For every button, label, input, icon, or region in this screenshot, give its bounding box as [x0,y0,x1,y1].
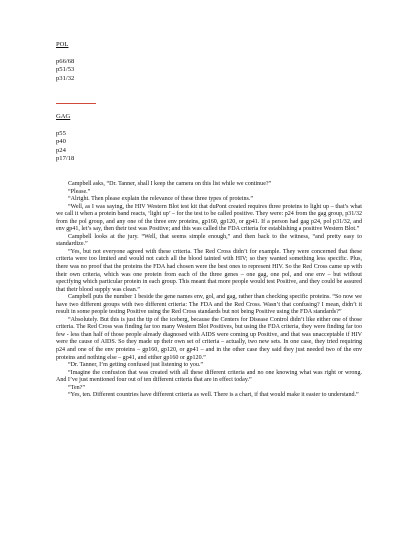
body-text [56,181,362,400]
pol-protein-list [56,41,74,83]
gag-protein-item: p17/18 [56,155,75,163]
paragraph: “Dr. Tanner, I’m getting confused just listening to you.” [68,362,204,369]
paragraph: Campbell puts the number 1 beside the gene names env, gol, and gag, rather than checking specific proteins. “So now we have two different groups with two different criteria: The FDA and the Red Cross. Wasn’t that confusing? I mean, didn’t it result in some people testing Positive using the Red Cross standards but not being Positive using the FDA standards?” [56,294,362,316]
paragraph: “Imagine the confusion that was created with all these different criteria and no one knowing what was right or wrong. And I’ve just mentioned four out of ten different criteria that are in effect today.” [56,369,362,384]
paragraph: “Alright. Then please explain the relevance of these three types of proteins.” [68,196,254,203]
pol-protein-item: p51/53 [56,66,75,74]
gag-protein-item: p24 [56,146,66,154]
paragraph: “Yes, but not everyone agreed with these criteria. The Red Cross didn’t for example. They were concerned that these criteria were too limited and would not catch all the blood tainted with HIV; so they wanted something less specific. Plus, there was no proof that the proteins the FDA had chosen were the best ones to represent HIV. So the Red Cross came up with their own criteria, which was one protein from each of the three genes – one gag, one pol, and one env – but without specifying which particular protein in each group. This meant that more people would test Positive, and they could be assured that their blood supply was clean.” [56,248,362,293]
paragraph: “Yes, ten. Different countries have different criteria as well. There is a chart, if that would make it easier to understand.” [68,392,359,399]
spacer [56,49,74,57]
pol-protein-item: p66/68 [56,57,75,65]
gag-protein-item: p55 [56,129,66,137]
gag-heading: GAG [56,113,71,120]
spacer [56,121,74,129]
gag-protein-list [56,113,74,163]
paragraph: “Ten?” [68,384,86,391]
paragraph: Campbell asks, “Dr. Tanner, shall I keep the camera on this list while we continue?” [68,181,272,187]
pol-heading: POL [56,41,69,48]
paragraph: “Well, as I was saying, the HIV Western Blot test kit that duPont created requires three proteins to light up – that’s what we call it when a protein band reacts, ‘light up’ – for the test to be called positive. They were: p24 from the gag group, p31/32 from the pol group, and any one of the three env proteins, gp160, gp120, or gp41. If a person had gag p24, pol p31/32, and env gp41, let’s say, then their test was Positive; and this was called the FDA criteria for establishing a positive Western Blot.” [56,203,362,233]
paragraph: “Absolutely. But this is just the tip of the iceberg, because the Centers for Disease Control didn’t like either one of those criteria. The Red Cross was finding far too many Western Blot Positives, but using the FDA criteria, they were finding far too few - less than half of those people already diagnosed with AIDS were coming up Positive, and that was unacceptable if HIV were the cause of AIDS. So they made up their own set of criteria – actually, two new sets. In one case, they tried requiring p24 and one of the env proteins – gp160, gp120, or gp41 – and in the other case they said they just needed two of the env proteins and nothing else – gp41, and either gp160 or gp120.” [56,316,362,361]
pol-protein-item: p31/32 [56,74,75,82]
section-divider [56,103,96,104]
paragraph: “Please.” [68,188,91,195]
gag-protein-item: p40 [56,138,66,146]
paragraph: Campbell looks at the jury. “Well, that seems simple enough,” and then back to the witness, “and pretty easy to standardize.” [56,233,362,248]
